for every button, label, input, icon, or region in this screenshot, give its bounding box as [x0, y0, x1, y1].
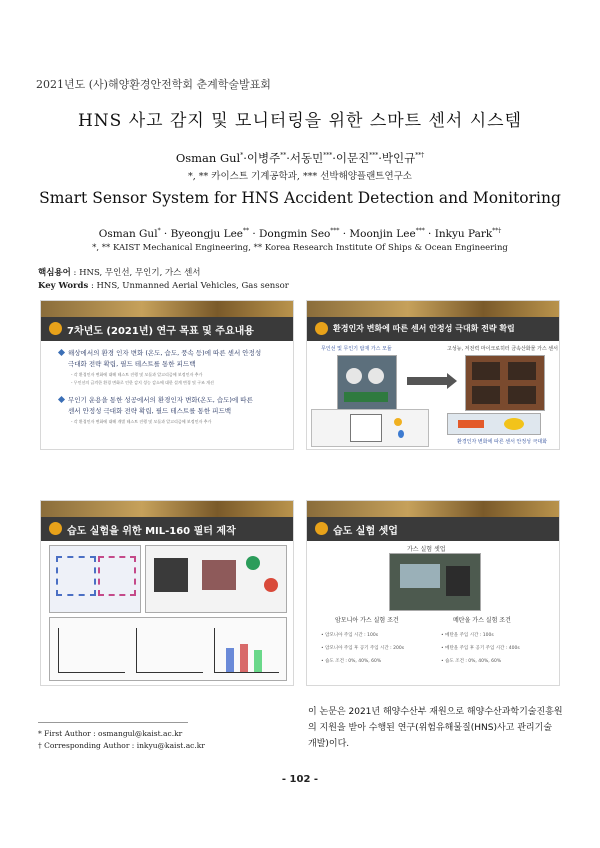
bullet-icon: •: [321, 659, 326, 664]
slide-header: [307, 517, 559, 541]
author-mark: **: [243, 227, 249, 235]
slide-title: 습도 실험을 위한 MIL-160 필터 제작: [67, 526, 236, 537]
author-mark: *: [157, 227, 161, 235]
keywords-korean: [38, 266, 201, 278]
bullet-text: 극대화 전략 확립, 필드 테스트를 통한 피드백: [68, 360, 196, 368]
filter-fabrication-figure: [145, 545, 287, 613]
author-name: · Inkyu Park: [424, 228, 493, 240]
vehicle-photos: [447, 413, 541, 435]
slide-banner: [307, 501, 559, 517]
author-name: · Byeongju Lee: [160, 228, 243, 240]
slide-mil160-filter: [40, 500, 294, 686]
slide-header: [307, 317, 559, 341]
bullet-item: [59, 395, 253, 405]
methanol-conditions: [441, 629, 520, 668]
figure-caption: 환경인자 변화에 따른 센서 안정성 극대화: [457, 439, 548, 445]
figure-caption: 고성능, 저전력 마이크로히터 금속산화물 가스 센서: [447, 346, 558, 352]
sensor-array-photo: [465, 355, 545, 411]
conference-header: 2021년도 (사)해양환경안전학회 춘계학술발표회: [36, 78, 271, 91]
bullet-icon: •: [321, 646, 326, 651]
footnote-divider: [38, 722, 188, 723]
bullet-icon: •: [441, 633, 446, 638]
slide-banner: [41, 301, 293, 317]
author-name: · Dongmin Seo: [249, 228, 331, 240]
author-mark: ***: [323, 152, 333, 160]
slide-title: 7차년도 (2021년) 연구 목표 및 주요내용: [67, 326, 254, 337]
bullet-icon: [315, 522, 328, 535]
sub-bullet: - 각 환경인자 변화에 대해 테스트 진행 및 모듈과 알고리즘에 보정인자 추가: [71, 372, 203, 377]
author-name: · Moonjin Lee: [339, 228, 416, 240]
slide-banner: [307, 301, 559, 317]
bullet-icon: •: [441, 646, 446, 651]
authors-korean: [0, 150, 600, 166]
author-mark: **†: [415, 152, 425, 160]
author-name: ·박인규: [378, 151, 416, 165]
affiliation-english: *, ** KAIST Mechanical Engineering, ** Korea Research Institute Of Ships & Ocean Engineering: [92, 243, 508, 253]
mof-structure-figure: [49, 545, 141, 613]
diamond-icon: [58, 349, 65, 356]
bullet-text: 해상에서의 환경 인자 변화 (온도, 습도, 풍속 등)에 따른 센서 안정성: [68, 349, 262, 357]
slide-humidity-setup: [306, 500, 560, 686]
keywords-label: Key Words: [38, 281, 89, 291]
condition-heading: 암모니아 가스 실험 조건: [335, 617, 399, 624]
author-name: Osman Gul: [98, 228, 158, 240]
figure-caption: 가스 실험 셋업: [407, 546, 446, 553]
bullet-icon: [315, 322, 328, 335]
author-name: Osman Gul: [175, 151, 241, 165]
author-mark: *: [240, 152, 244, 160]
keywords-text: : HNS, Unmanned Aerial Vehicles, Gas sensor: [88, 281, 289, 291]
keywords-english: [38, 281, 289, 291]
condition-item: 습도 조건 : 0%, 40%, 60%: [445, 659, 502, 664]
condition-heading: 메탄올 가스 실험 조건: [453, 617, 511, 624]
condition-item: 메탄올 주입 후 공기 주입 시간 : 400s: [445, 646, 520, 651]
arrow-head-icon: [447, 373, 457, 389]
figure-caption: 무인선 및 무인기 탑재 가스 모듈: [321, 346, 392, 352]
sub-bullet: - 각 환경인자 변화에 대해 개별 테스트 진행 및 모듈과 알고리즘에 보정인자 추가: [71, 419, 212, 424]
author-mark: **†: [492, 227, 502, 235]
author-name: ·서동민: [286, 151, 324, 165]
humidity-results-figure: [49, 617, 287, 681]
page-number: - 102 -: [281, 774, 319, 785]
slide-title: 환경인자 변화에 따른 센서 안정성 극대화 전략 확립: [333, 324, 515, 333]
condition-item: 메탄올 주입 시간 : 100s: [445, 633, 494, 638]
author-name: ·이병주: [243, 151, 281, 165]
bullet-item: [59, 348, 261, 358]
bullet-icon: •: [441, 659, 446, 664]
ammonia-conditions: [321, 629, 404, 668]
bullet-text: 센서 안정성 극대화 전략 확립, 필드 테스트를 통한 피드백: [68, 407, 232, 415]
condition-item: 암모니아 주입 후 공기 주입 시간 : 200s: [325, 646, 405, 651]
bullet-text: 무인기 운용을 통한 성공에서의 환경인자 변화(온도, 습도)에 따른: [68, 396, 253, 404]
footnote-corresponding-author: † Corresponding Author : inkyu@kaist.ac.kr: [38, 741, 205, 750]
condition-item: 습도 조건 : 0%, 40%, 60%: [325, 659, 382, 664]
author-mark: ***: [330, 227, 340, 235]
bullet-icon: [49, 522, 62, 535]
bullet-icon: •: [321, 633, 326, 638]
author-name: ·이문진: [332, 151, 370, 165]
slide-banner: [41, 501, 293, 517]
environment-diagram: [311, 409, 429, 447]
affiliation-korean: *, ** 카이스트 기계공학과, *** 선박해양플랜트연구소: [187, 171, 412, 182]
bullet-icon: [49, 322, 62, 335]
diamond-icon: [58, 396, 65, 403]
acknowledgment: 이 논문은 2021년 해양수산부 재원으로 해양수산과학기술진흥원의 지원을 받아 수행된 연구(위험유해물질(HNS)사고 관리기술 개발)이다.: [308, 707, 563, 749]
author-mark: **: [280, 152, 287, 160]
keywords-label: 핵심용어: [38, 268, 71, 278]
slide-research-goals: [40, 300, 294, 450]
slide-header: [41, 317, 293, 341]
arrow-shape: [407, 377, 447, 385]
keywords-text: : HNS, 무인선, 무인기, 가스 센서: [70, 268, 201, 278]
title-korean: HNS 사고 감지 및 모니터링을 위한 스마트 센서 시스템: [77, 111, 523, 131]
footnote-first-author: * First Author : osmangul@kaist.ac.kr: [38, 729, 183, 738]
author-mark: ***: [369, 152, 379, 160]
gas-module-photo: [337, 355, 397, 411]
slide-header: [41, 517, 293, 541]
gas-setup-photo: [389, 553, 481, 611]
sub-bullet: - 무인선의 급격한 환경 변화로 인한 감지 성능 감소에 대한 설계 변경 및 구조 개선: [71, 380, 214, 385]
title-english: Smart Sensor System for HNS Accident Detection and Monitoring: [39, 189, 561, 207]
slide-sensor-stability: [306, 300, 560, 450]
condition-item: 암모니아 주입 시간 : 100s: [325, 633, 379, 638]
slide-title: 습도 실험 셋업: [333, 526, 398, 537]
author-mark: ***: [415, 227, 425, 235]
authors-english: [0, 228, 600, 240]
